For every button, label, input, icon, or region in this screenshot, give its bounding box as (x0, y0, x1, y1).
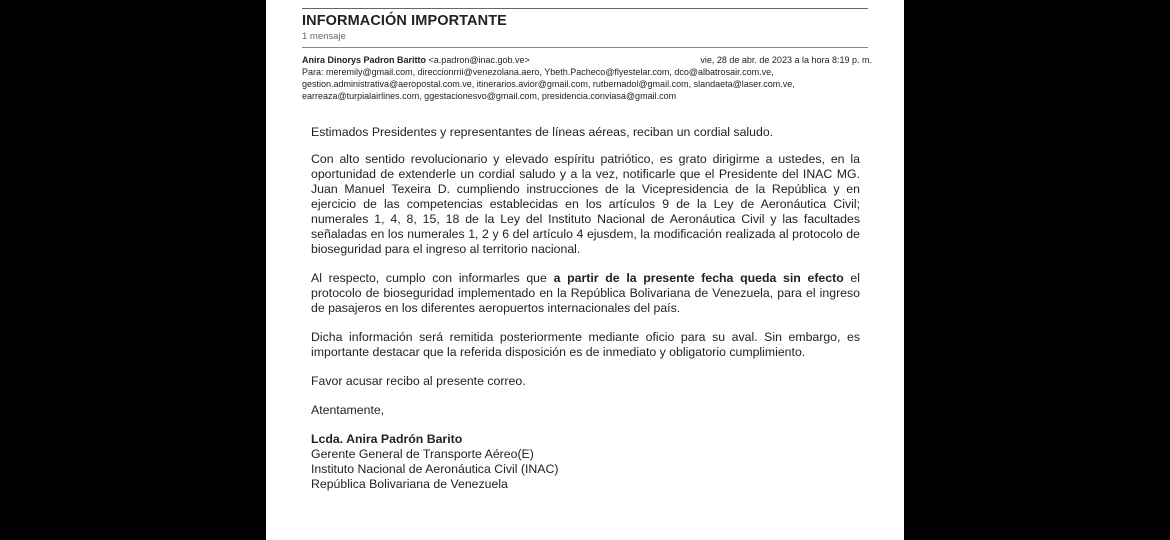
signature-title: Gerente General de Transporte Aéreo(E) (311, 447, 534, 461)
body-paragraph (311, 271, 860, 316)
recipients-line: earreaza@turpialairlines.com, ggestacionesvo@gmail.com, presidencia.conviasa@gmail.com (302, 91, 677, 101)
body-paragraph: Dicha información será remitida posteriormente mediante oficio para su aval. Sin embargo, es importante destacar que la referida disposición es de inmediato y obligatorio cumplimiento. (311, 330, 860, 359)
sender-email[interactable]: <a.padron@inac.gob.ve> (428, 55, 530, 65)
body-emphasis: a partir de la presente fecha queda sin efecto (553, 271, 844, 285)
signature-block (311, 432, 860, 492)
email-meta (302, 54, 872, 102)
body-text: el protocolo de bioseguridad implementado en la República Bolivariana de Venezuela, para el ingreso de pasajeros en los diferentes aeropuertos internacionales del país. (311, 271, 860, 315)
recipients-line: Para: meremily@gmail.com, direccionrrii@venezolana.aero, Ybeth.Pacheco@flyestelar.com, dco@albatrosair.com.ve, (302, 67, 774, 77)
email-body (311, 125, 860, 492)
message-count: 1 mensaje (302, 31, 346, 42)
top-divider (302, 8, 868, 9)
sender-name: Anira Dinorys Padron Baritto (302, 55, 427, 65)
email-page (266, 0, 904, 540)
signature-country: República Bolivariana de Venezuela (311, 477, 508, 491)
body-paragraph: Con alto sentido revolucionario y elevado espíritu patriótico, es grato dirigirme a ustedes, en la oportunidad de extenderle un cordial saludo y a la vez, notificarle que el Presidente del INAC MG. Juan Manuel Texeira D. cumpliendo instrucciones de la Vicepresidencia de la República y en ejercicio de las competencias establecidas en los artículos 9 de la Ley de Aeronáutica Civil; numerales 1, 4, 8, 15, 18 de la Ley del Instituto Nacional de Aeronáutica Civil y las facultades señaladas en los numerales 1, 2 y 6 del artículo 4 ejusdem, la modificación realizada al protocolo de bioseguridad para el ingreso al territorio nacional. (311, 152, 860, 256)
email-date: vie, 28 de abr. de 2023 a la hora 8:19 p. m. (700, 55, 872, 65)
from-row (302, 54, 872, 66)
closing: Atentamente, (311, 403, 385, 417)
email-subject: INFORMACIÓN IMPORTANTE (302, 13, 507, 29)
body-paragraph: Favor acusar recibo al presente correo. (311, 374, 526, 388)
signature-name: Lcda. Anira Padrón Barito (311, 432, 463, 446)
greeting: Estimados Presidentes y representantes de líneas aéreas, reciban un cordial saludo. (311, 125, 774, 139)
header-divider (302, 47, 868, 48)
recipients-line: gestion.administrativa@aeropostal.com.ve, itinerarios.avior@gmail.com, rutbernadol@gmail.com, slandaeta@laser.com.ve, (302, 79, 795, 89)
signature-institution: Instituto Nacional de Aeronáutica Civil (INAC) (311, 462, 559, 476)
body-text: Al respecto, cumplo con informarles que (311, 271, 554, 285)
